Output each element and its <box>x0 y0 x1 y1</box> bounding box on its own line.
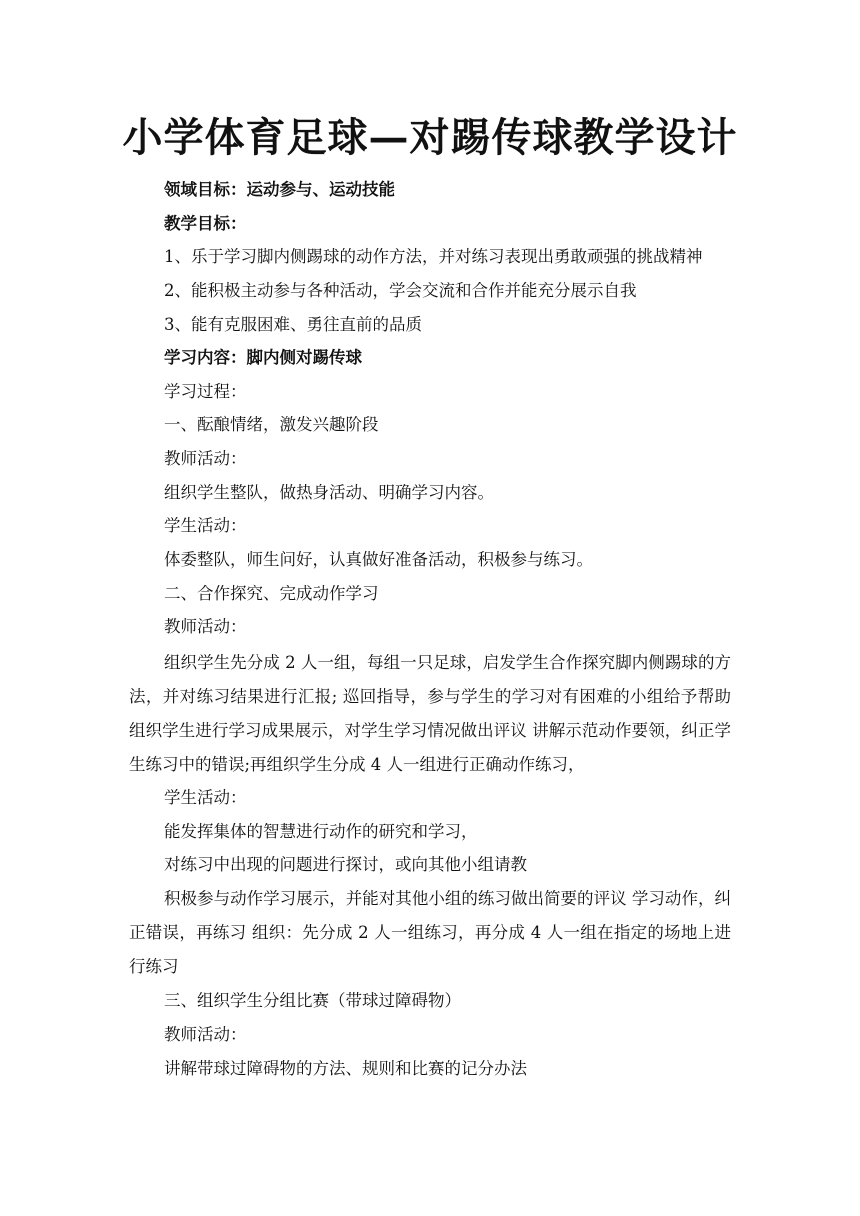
stage2-student-line1: 能发挥集体的智慧进行动作的研究和学习， <box>164 822 478 841</box>
stage1-student-label: 学生活动： <box>164 516 247 535</box>
domain-goal: 领域目标：运动参与、运动技能 <box>164 180 395 199</box>
goal-item-2: 2、能积极主动参与各种活动，学会交流和合作并能充分展示自我 <box>164 281 637 300</box>
stage3-teacher-label: 教师活动： <box>164 1025 247 1044</box>
stage3-teacher-text: 讲解带球过障碍物的方法、规则和比赛的记分办法 <box>164 1059 527 1078</box>
stage3-heading: 三、组织学生分组比赛（带球过障碍物） <box>164 991 461 1010</box>
stage1-teacher-text: 组织学生整队，做热身活动、明确学习内容。 <box>164 483 494 502</box>
stage2-teacher-paragraph: 组织学生先分成 2 人一组，每组一只足球，启发学生合作探究脚内侧踢球的方法，并对练习结果进行汇报; 巡回指导，参与学生的学习对有困难的小组给予帮助 组织学生进行学习成果展示，对学生学习情况做出评议 讲解示范动作要领，纠正学生练习中的错误;再组织学生分成 4 人一组进行正确动作练习， <box>129 653 731 774</box>
stage2-heading: 二、合作探究、完成动作学习 <box>164 584 379 603</box>
goal-item-1: 1、乐于学习脚内侧踢球的动作方法，并对练习表现出勇敢顽强的挑战精神 <box>164 247 703 266</box>
stage2-teacher-label: 教师活动： <box>164 617 247 636</box>
stage2-student-label: 学生活动： <box>164 788 247 807</box>
goal-item-3: 3、能有克服困难、勇往直前的品质 <box>164 315 422 334</box>
stage1-student-text: 体委整队，师生问好，认真做好准备活动，积极参与练习。 <box>164 550 593 569</box>
teaching-goal-heading: 教学目标： <box>164 214 247 233</box>
stage2-student-paragraph: 积极参与动作学习展示，并能对其他小组的练习做出简要的评议 学习动作，纠正错误，再练习 组织：先分成 2 人一组练习，再分成 4 人一组在指定的场地上进行练习 <box>129 889 731 976</box>
document-title: 小学体育足球—对踢传球教学设计 <box>122 114 738 161</box>
learning-content: 学习内容：脚内侧对踢传球 <box>164 348 362 367</box>
stage2-student-line2: 对练习中出现的问题进行探讨，或向其他小组请教 <box>164 855 527 874</box>
stage1-teacher-label: 教师活动： <box>164 449 247 468</box>
process-heading: 学习过程： <box>164 382 247 401</box>
stage1-heading: 一、酝酿情绪，激发兴趣阶段 <box>164 415 379 434</box>
